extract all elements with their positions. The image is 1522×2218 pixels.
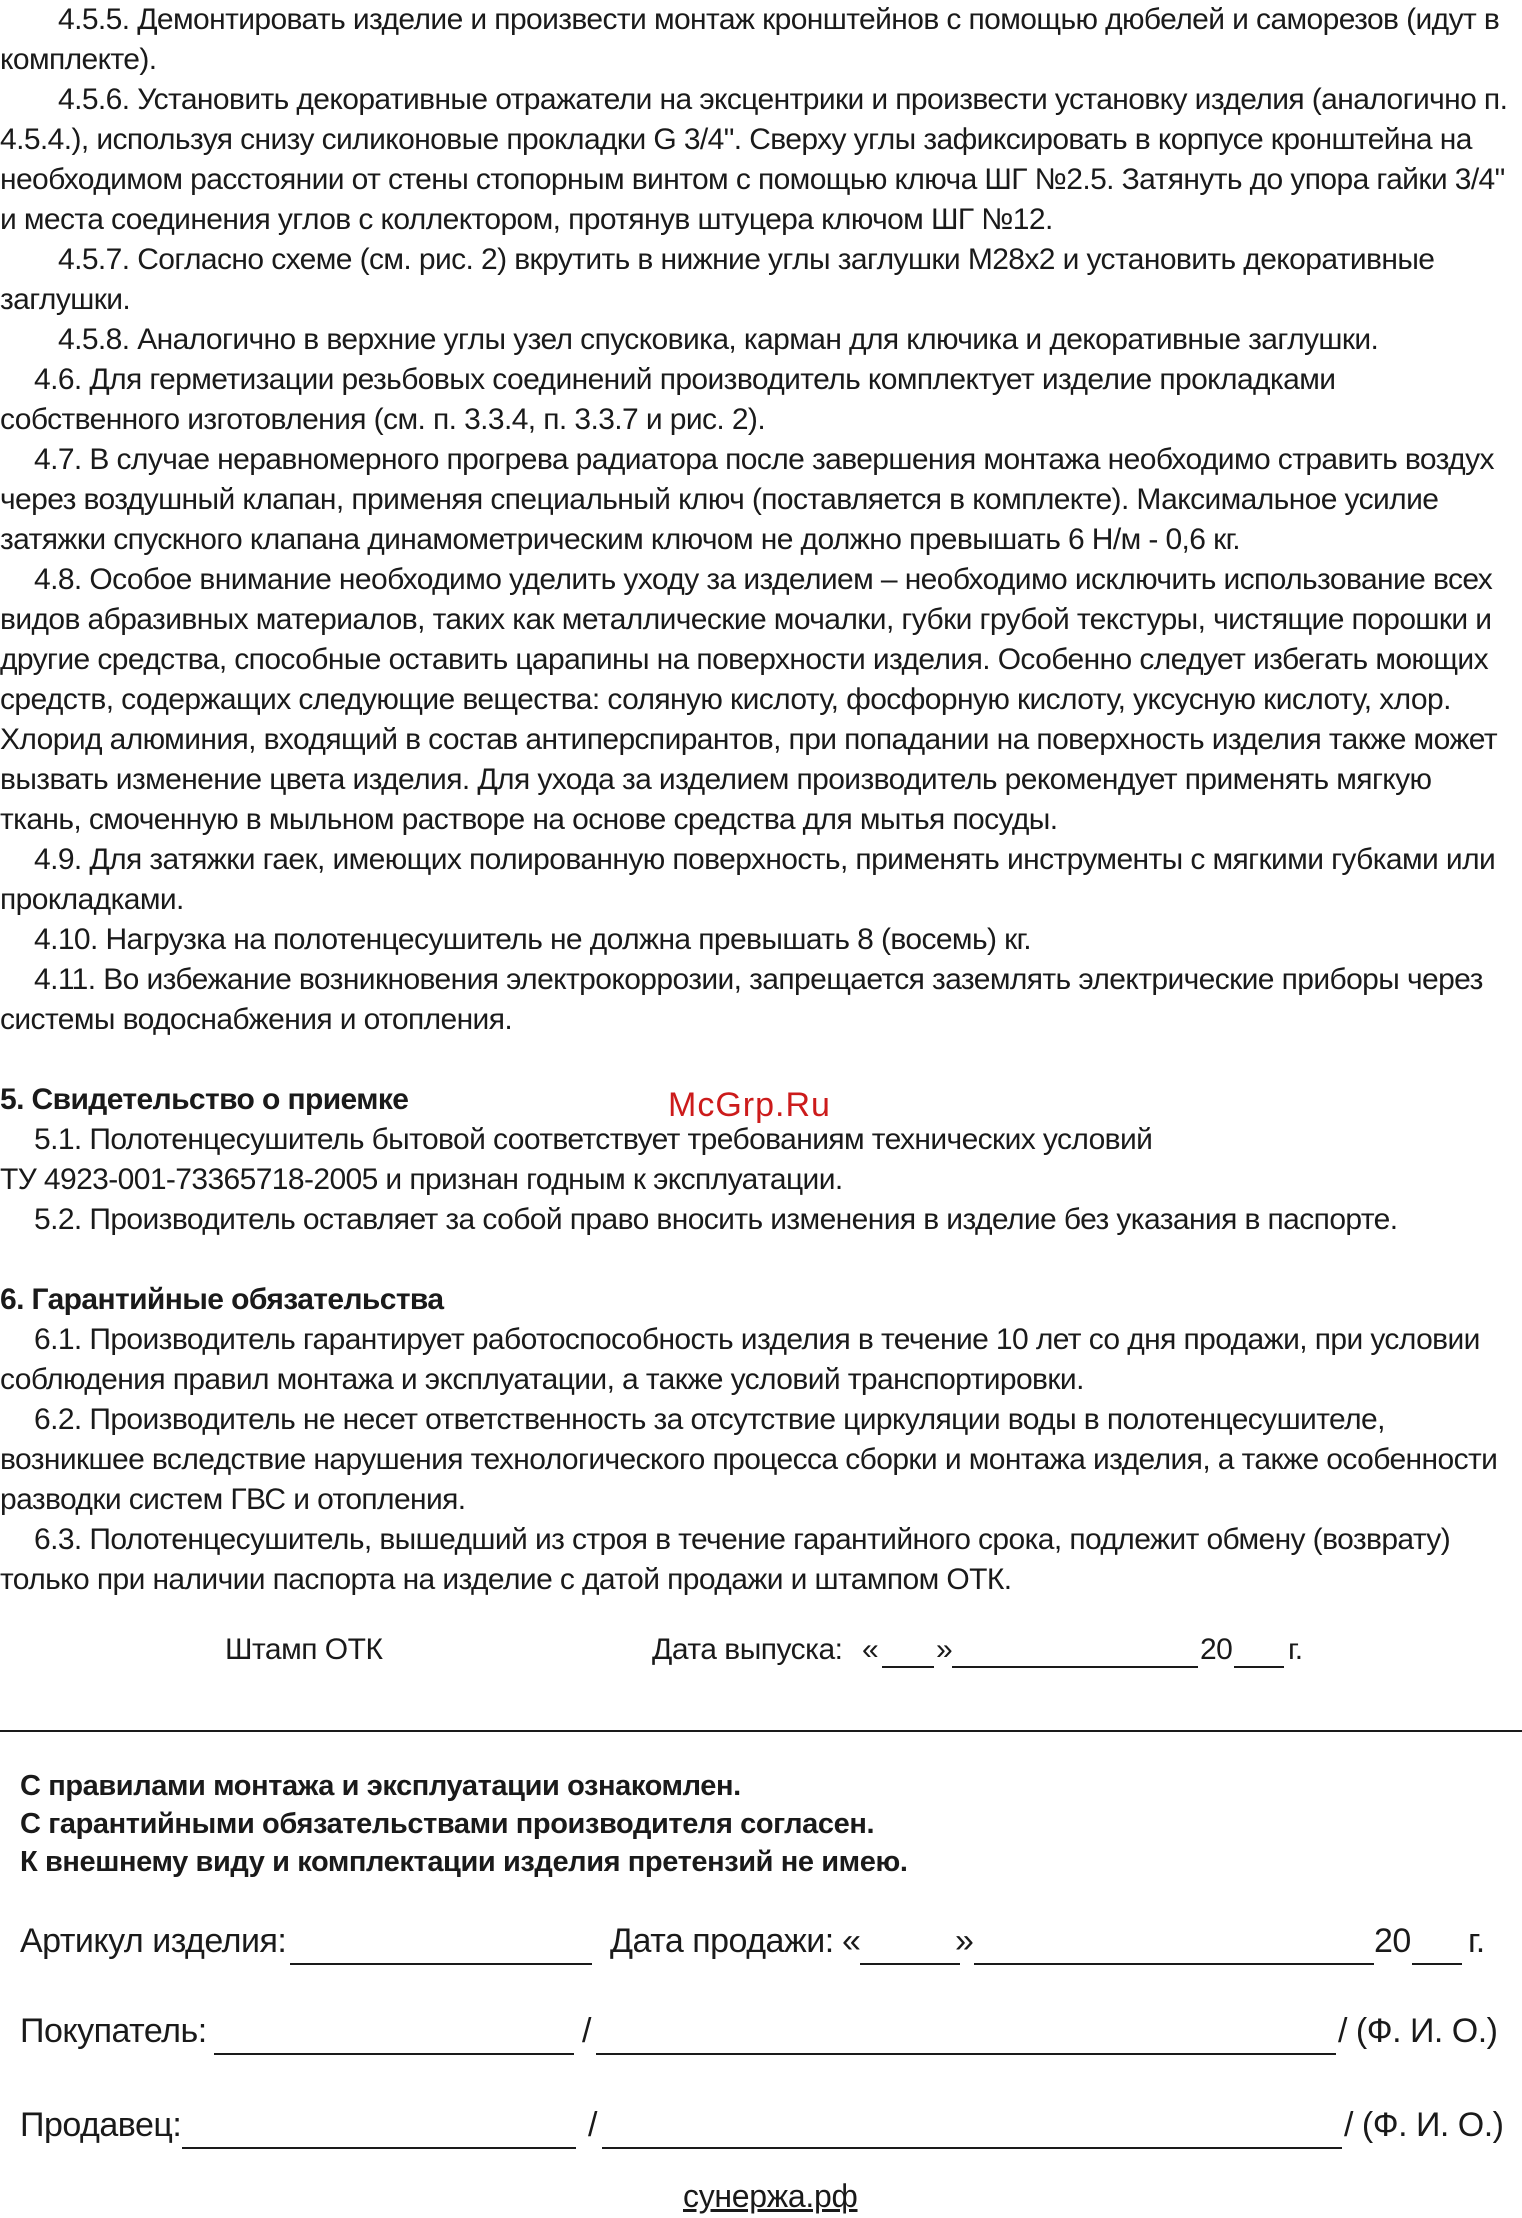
section-gap bbox=[0, 1240, 1515, 1280]
seller-row bbox=[20, 2106, 1504, 2156]
section-6-heading: 6. Гарантийные обязательства bbox=[0, 1283, 444, 1316]
release-date-close-quote: » bbox=[936, 1633, 953, 1666]
paragraph-4-9: 4.9. Для затяжки гаек, имеющих полированную поверхность, применять инструменты с мягкими губками или прокладками. bbox=[0, 843, 1496, 916]
sale-year-prefix: 20 bbox=[1374, 1922, 1411, 1960]
acknowledgement-box bbox=[0, 1730, 1522, 2172]
sale-date-label: Дата продажи: bbox=[610, 1922, 834, 1960]
paragraph-4-11: 4.11. Во избежание возникновения электрокоррозии, запрещается заземлять электрические приборы через системы водоснабжения и отопления. bbox=[0, 963, 1483, 1036]
paragraph-4-5-8: 4.5.8. Аналогично в верхние углы узел спусковика, карман для ключика и декоративные заглушки. bbox=[58, 323, 1379, 356]
paragraph-4-5-7: 4.5.7. Согласно схеме (см. рис. 2) вкрутить в нижние углы заглушки М28х2 и установить декоративные заглушки. bbox=[0, 243, 1435, 316]
article-field-line[interactable] bbox=[290, 1962, 592, 1965]
sale-year-suffix: г. bbox=[1468, 1922, 1485, 1960]
footer-site-link[interactable]: сунержа.рф bbox=[683, 2178, 858, 2214]
paragraph-4-5-5: 4.5.5. Демонтировать изделие и произвести монтаж кронштейнов с помощью дюбелей и саморезов (идут в комплекте). bbox=[0, 3, 1500, 76]
paragraph-4-7: 4.7. В случае неравномерного прогрева радиатора после завершения монтажа необходимо стравить воздух через воздушный клапан, применяя специальный ключ (поставляется в комплекте). Максимальное усилие затяжки спускного клапана динамометрическим ключом не должно превышать 6 Н/м - 0,6 кг. bbox=[0, 443, 1494, 556]
article-date-row bbox=[20, 1922, 1500, 1972]
ack-line-1: С правилами монтажа и эксплуатации ознакомлен. bbox=[20, 1770, 741, 1802]
paragraph-4-6: 4.6. Для герметизации резьбовых соединений производитель комплектует изделие прокладками собственного изготовления (см. п. 3.3.4, п. 3.3.7 и рис. 2). bbox=[0, 363, 1336, 436]
buyer-slash: / bbox=[582, 2012, 591, 2050]
buyer-signature-line[interactable] bbox=[214, 2052, 574, 2055]
release-day-line bbox=[882, 1665, 934, 1668]
article-label: Артикул изделия: bbox=[20, 1922, 287, 1960]
stamp-row bbox=[0, 1633, 1522, 1677]
seller-signature-line[interactable] bbox=[182, 2146, 576, 2149]
paragraph-5-1: 5.1. Полотенцесушитель бытовой соответствует требованиям технических условий bbox=[34, 1123, 1153, 1156]
buyer-label: Покупатель: bbox=[20, 2012, 207, 2050]
stamp-label: Штамп ОТК bbox=[225, 1633, 383, 1666]
paragraph-4-10: 4.10. Нагрузка на полотенцесушитель не должна превышать 8 (восемь) кг. bbox=[34, 923, 1032, 956]
sale-date-open-quote: « bbox=[842, 1922, 861, 1960]
watermark: McGrp.Ru bbox=[668, 1086, 831, 1124]
buyer-name-line[interactable] bbox=[596, 2052, 1336, 2055]
release-date-open-quote: « bbox=[862, 1633, 879, 1666]
sale-year-line[interactable] bbox=[1412, 1962, 1462, 1965]
sale-day-line[interactable] bbox=[860, 1962, 960, 1965]
release-year-prefix: 20 bbox=[1200, 1633, 1233, 1666]
paragraph-6-1: 6.1. Производитель гарантирует работоспособность изделия в течение 10 лет со дня продажи, при условии соблюдения правил монтажа и эксплуатации, а также условий транспортировки. bbox=[0, 1323, 1480, 1396]
seller-label: Продавец: bbox=[20, 2106, 182, 2144]
paragraph-5-1-cont: ТУ 4923-001-73365718-2005 и признан годным к эксплуатации. bbox=[0, 1163, 843, 1196]
ack-line-2: С гарантийными обязательствами производителя согласен. bbox=[20, 1808, 875, 1840]
paragraph-4-5-6: 4.5.6. Установить декоративные отражатели на эксцентрики и произвести установку изделия (аналогично п. 4.5.4.), используя снизу силиконовые прокладки G 3/4". Сверху углы зафиксировать в корпусе кронштейна на необходимом расстоянии от стены стопорным винтом с помощью ключа ШГ №2.5. Затянуть до упора гайки 3/4" и места соединения углов с коллектором, протянув штуцера ключом ШГ №12. bbox=[0, 83, 1508, 236]
release-date-label: Дата выпуска: bbox=[652, 1633, 843, 1666]
release-month-line bbox=[952, 1665, 1198, 1668]
sale-date-close-quote: » bbox=[955, 1922, 974, 1960]
buyer-fio: / (Ф. И. О.) bbox=[1338, 2012, 1498, 2050]
buyer-row bbox=[20, 2012, 1500, 2062]
release-year-line bbox=[1234, 1665, 1284, 1668]
seller-fio: / (Ф. И. О.) bbox=[1344, 2106, 1504, 2144]
section-5-heading: 5. Свидетельство о приемке bbox=[0, 1083, 409, 1116]
release-year-suffix: г. bbox=[1288, 1633, 1303, 1666]
sale-month-line[interactable] bbox=[974, 1962, 1374, 1965]
section-gap bbox=[0, 1040, 1515, 1080]
seller-name-line[interactable] bbox=[602, 2146, 1342, 2149]
seller-slash: / bbox=[588, 2106, 597, 2144]
paragraph-6-3: 6.3. Полотенцесушитель, вышедший из строя в течение гарантийного срока, подлежит обмену (возврату) только при наличии паспорта на изделие с датой продажи и штампом ОТК. bbox=[0, 1523, 1451, 1596]
ack-line-3: К внешнему виду и комплектации изделия претензий не имею. bbox=[20, 1846, 908, 1878]
paragraph-5-2: 5.2. Производитель оставляет за собой право вносить изменения в изделие без указания в паспорте. bbox=[34, 1203, 1398, 1236]
paragraph-4-8: 4.8. Особое внимание необходимо уделить уходу за изделием – необходимо исключить использование всех видов абразивных материалов, таких как металлические мочалки, губки грубой текстуры, чистящие порошки и другие средства, способные оставить царапины на поверхности изделия. Особенно следует избегать моющих средств, содержащих следующие вещества: соляную кислоту, фосфорную кислоту, уксусную кислоту, хлор. Хлорид алюминия, входящий в состав антиперспирантов, при попадании на поверхность изделия также может вызвать изменение цвета изделия. Для ухода за изделием производитель рекомендует применять мягкую ткань, смоченную в мыльном растворе на основе средства для мытья посуды. bbox=[0, 563, 1498, 836]
paragraph-6-2: 6.2. Производитель не несет ответственность за отсутствие циркуляции воды в полотенцесушителе, возникшее вследствие нарушения технологического процесса сборки и монтажа изделия, а также особенности разводки систем ГВС и отопления. bbox=[0, 1403, 1498, 1516]
